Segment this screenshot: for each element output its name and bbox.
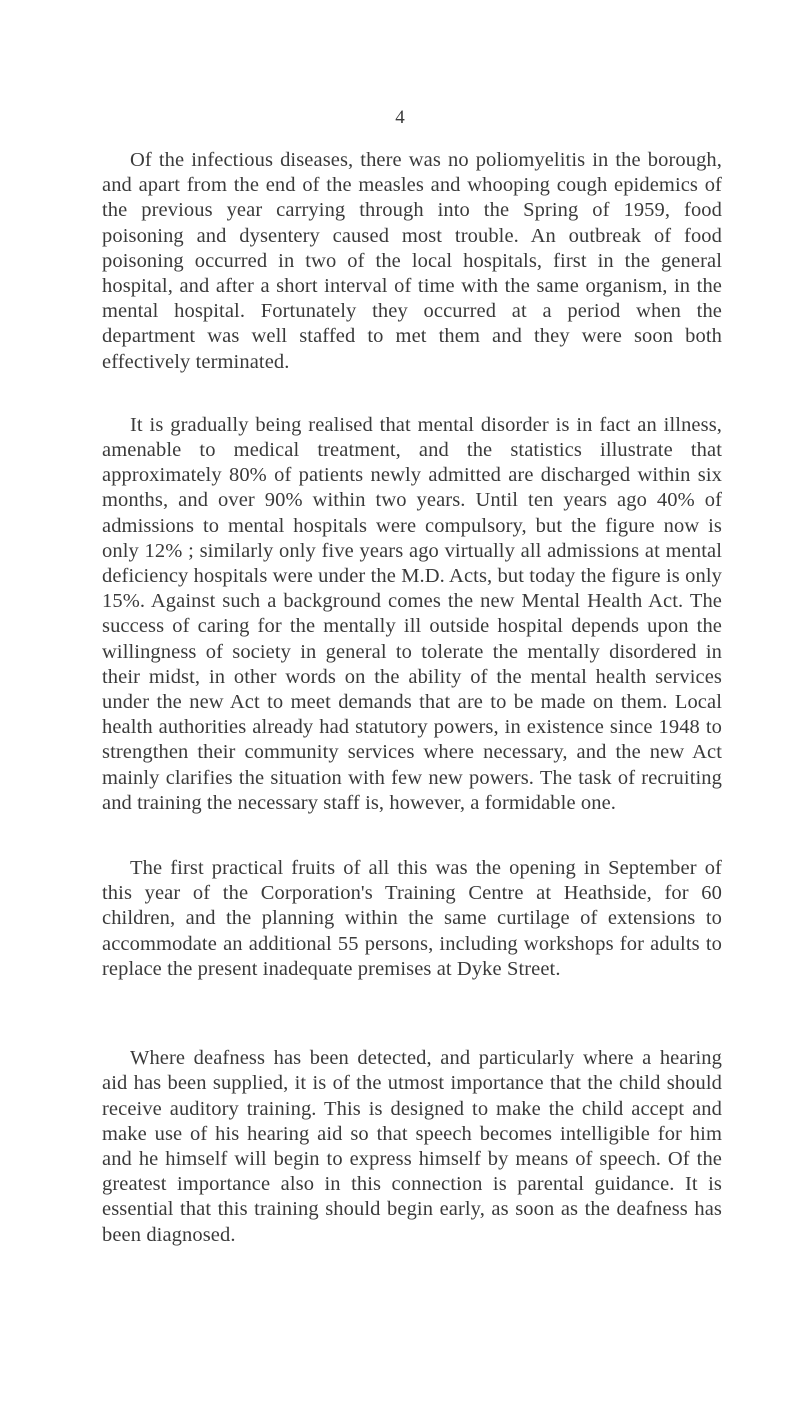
page-number: 4 [395,107,405,128]
paragraph-mental-disorder: It is gradually being realised that mental disorder is in fact an illness, amenable to medical treatment, and the statistics illustrate that approximately 80% of patients newly admitted are discharged within six months, and over 90% within two years. Until ten years ago 40% of admissions to mental hospitals were compulsory, but the figure now is only 12% ; similarly only five years ago virtually all admissions at mental deficiency hospitals were under the M.D. Acts, but today the figure is only 15%. Against such a background comes the new Mental Health Act. The success of caring for the mentally ill outside hospital depends upon the willingness of society in general to tolerate the mentally disordered in their midst, in other words on the ability of the mental health services under the new Act to meet demands that are to be made on them. Local health authorities already had statutory powers, in existence since 1948 to strengthen their community services where necessary, and the new Act mainly clarifies the situation with few new powers. The task of recruiting and training the necessary staff is, however, a formidable one. [102,413,722,814]
body-text [102,148,722,1286]
paragraph-infectious-diseases: Of the infectious diseases, there was no poliomyelitis in the borough, and apart from the end of the measles and whooping cough epidemics of the previous year carrying through into the Spring of 1959, food poisoning and dysentery caused most trouble. An outbreak of food poisoning occurred in two of the local hospitals, first in the general hospital, and after a short interval of time with the same organism, in the mental hospital. Fortunately they occurred at a period when the department was well staffed to met them and they were soon both effectively terminated. [102,149,722,373]
paragraph-deafness: Where deafness has been detected, and particularly where a hearing aid has been supplied, it is of the utmost importance that the child should receive auditory training. This is designed to make the child accept and make use of his hearing aid so that speech becomes intelligible for him and he himself will begin to express himself by means of speech. Of the greatest importance also in this connection is parental guidance. It is essential that this training should begin early, as soon as the deafness has been diagnosed. [102,1047,722,1246]
paragraph-training-centre: The first practical fruits of all this was the opening in September of this year of the Corporation's Training Centre at Heathside, for 60 children, and the planning within the same curtilage of extensions to accommodate an additional 55 persons, including workshops for adults to replace the present inadequate premises at Dyke Street. [102,857,722,980]
